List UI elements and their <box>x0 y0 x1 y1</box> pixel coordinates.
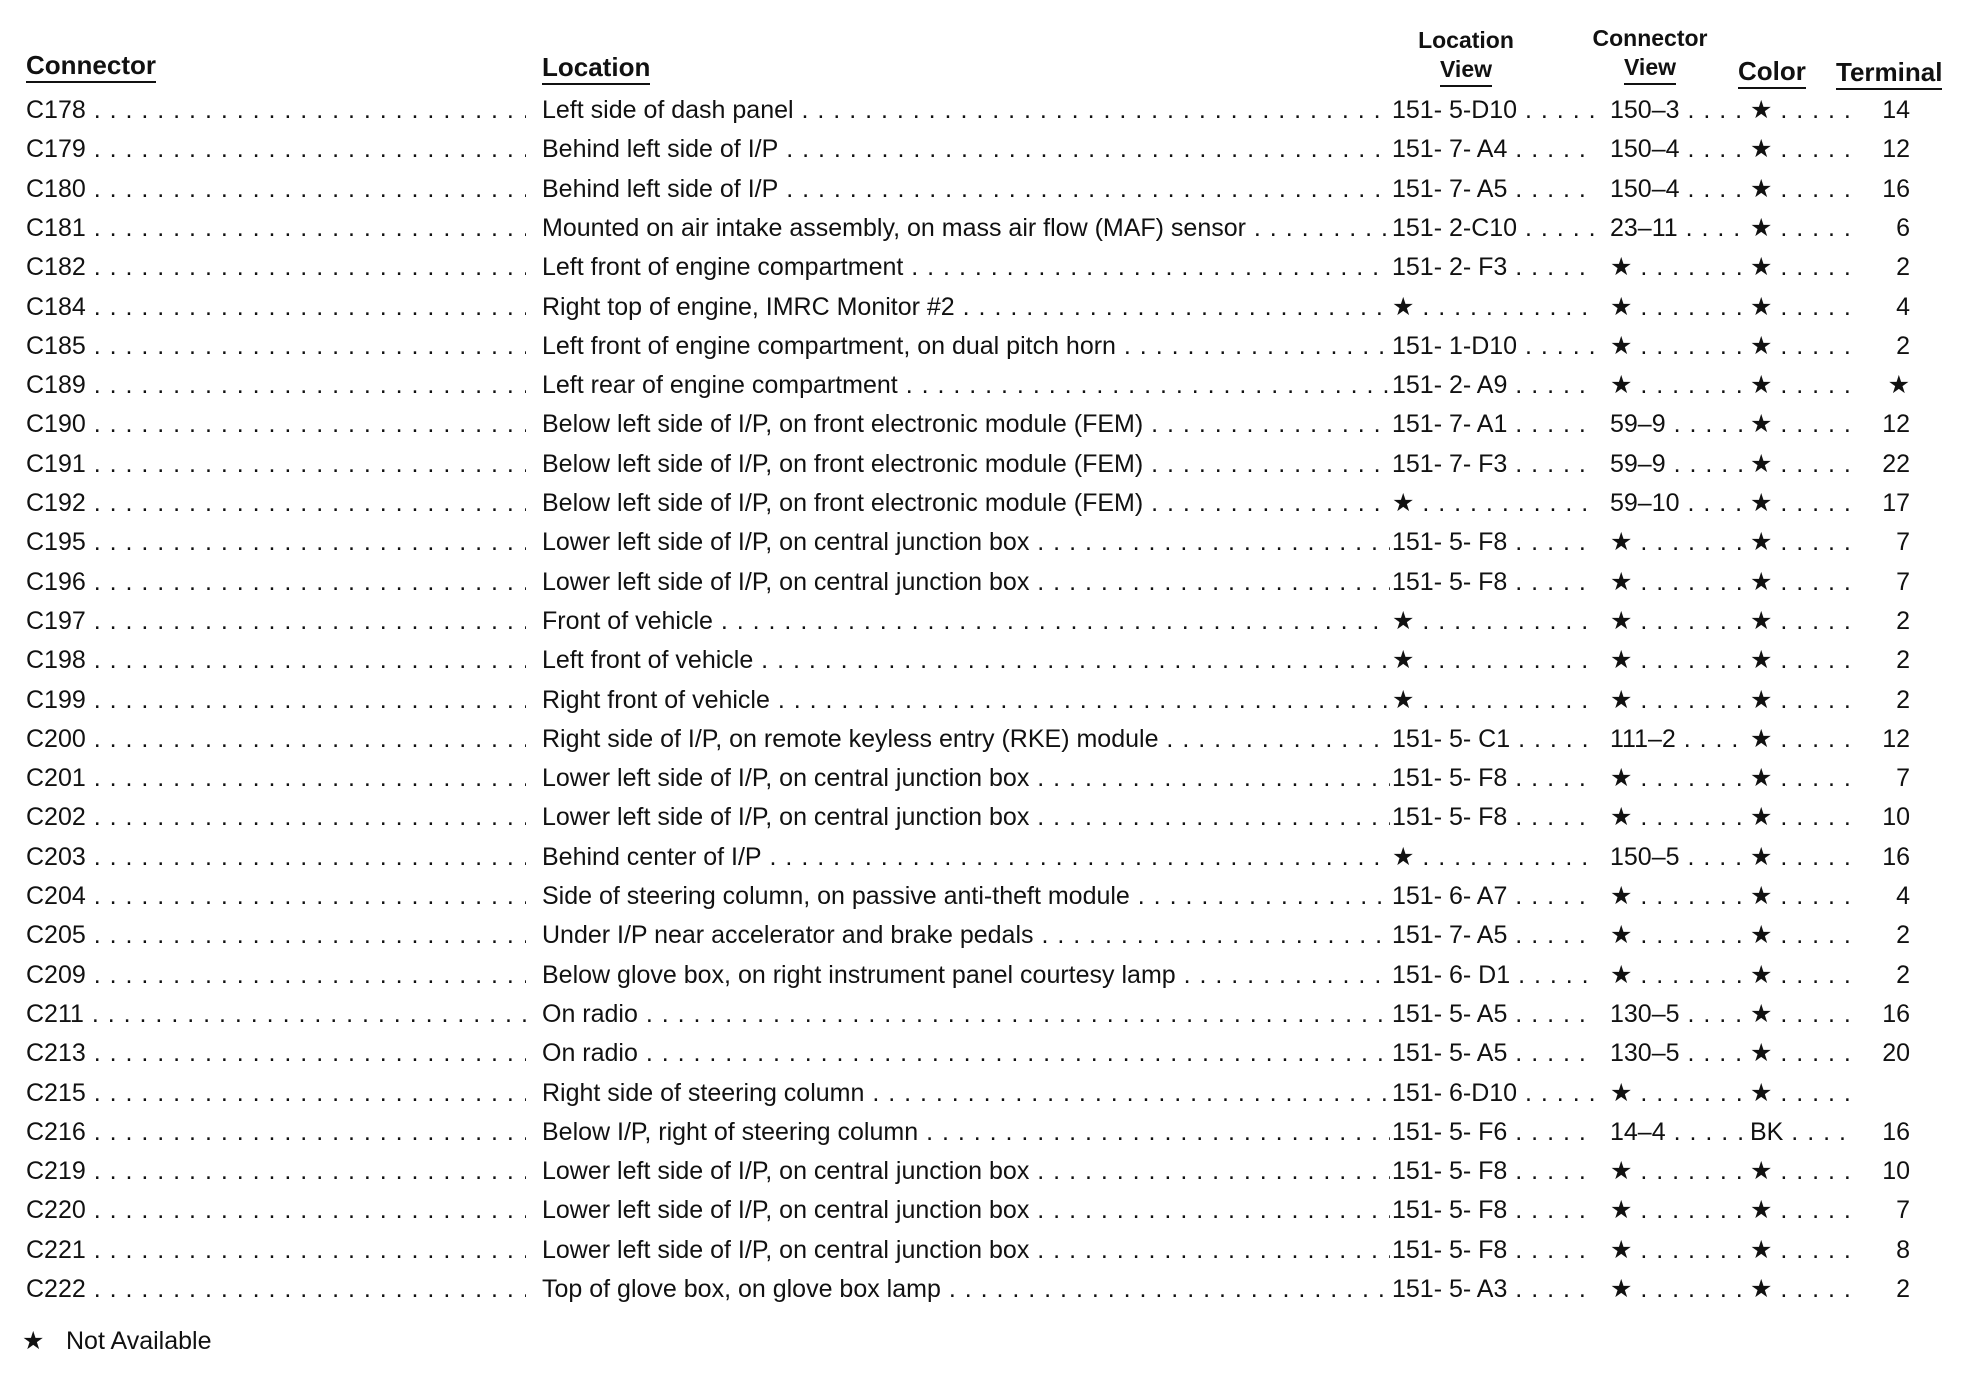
header-connector-view-line2: View <box>1624 53 1676 85</box>
terminal-cell: 2 <box>1896 331 1910 360</box>
color-cell: ★ . . . <box>1750 685 1850 715</box>
color-cell: ★ . . . <box>1750 409 1850 439</box>
terminal-cell: 2 <box>1896 960 1910 989</box>
connector-cell: C221 . . . <box>26 1235 526 1265</box>
terminal-cell: 17 <box>1882 489 1910 517</box>
color-cell: ★ . . . <box>1750 488 1850 518</box>
connector-view-cell: ★ . . . <box>1610 685 1744 715</box>
connector-cell: C202 . . . <box>26 802 526 832</box>
table-row <box>0 763 1964 802</box>
location-cell: Right side of I/P, on remote keyless entry (RKE) module . . . <box>542 724 1390 754</box>
color-cell: ★ . . . <box>1750 960 1850 990</box>
color-cell: ★ . . . <box>1750 1156 1850 1186</box>
footnote <box>22 1326 211 1356</box>
connector-cell: C201 . . . <box>26 763 526 793</box>
color-cell: ★ . . . <box>1750 567 1850 597</box>
color-cell: ★ . . . <box>1750 724 1850 754</box>
location-view-cell: 151- 5- C1 . . . <box>1392 724 1596 754</box>
location-cell: Lower left side of I/P, on central junction box . . . <box>542 802 1390 832</box>
color-cell: ★ . . . <box>1750 527 1850 557</box>
table-row <box>0 1274 1964 1313</box>
connector-view-cell: ★ . . . <box>1610 370 1744 400</box>
terminal-cell: 2 <box>1896 685 1910 714</box>
table-row <box>0 1195 1964 1234</box>
connector-view-cell: 14–4 . . . <box>1610 1117 1744 1147</box>
location-view-cell: 151- 2- A9 . . . <box>1392 370 1596 400</box>
location-view-cell: 151- 5- F8 . . . <box>1392 1235 1596 1265</box>
color-cell: ★ . . . <box>1750 1038 1850 1068</box>
color-cell: ★ . . . <box>1750 920 1850 950</box>
location-cell: Below left side of I/P, on front electronic module (FEM) . . . <box>542 409 1390 439</box>
location-cell: Front of vehicle . . . <box>542 606 1390 636</box>
location-cell: On radio . . . <box>542 1038 1390 1068</box>
connector-view-cell: 130–5 . . . <box>1610 1038 1744 1068</box>
connector-cell: C220 . . . <box>26 1195 526 1225</box>
color-cell: ★ . . . <box>1750 134 1850 164</box>
connector-view-cell: ★ . . . <box>1610 1235 1744 1265</box>
connector-view-cell: 150–4 . . . <box>1610 174 1744 204</box>
table-row <box>0 409 1964 448</box>
terminal-cell: 12 <box>1882 724 1910 753</box>
location-cell: Right side of steering column . . . <box>542 1078 1390 1108</box>
table-row <box>0 685 1964 724</box>
table-row <box>0 370 1964 409</box>
location-cell: Left front of engine compartment, on dual pitch horn . . . <box>542 331 1390 361</box>
table-row <box>0 174 1964 213</box>
connector-cell: C219 . . . <box>26 1156 526 1186</box>
color-cell: ★ . . . <box>1750 606 1850 636</box>
location-view-cell: 151- 5- F8 . . . <box>1392 763 1596 793</box>
terminal-cell: ★ <box>1887 371 1910 400</box>
table-row <box>0 881 1964 920</box>
connector-view-cell: ★ . . . <box>1610 881 1744 911</box>
connector-view-cell: 150–4 . . . <box>1610 134 1744 164</box>
connector-view-cell: 23–11 . . . <box>1610 213 1744 243</box>
location-view-cell: 151- 5-D10 . . . <box>1392 95 1596 125</box>
location-cell: Lower left side of I/P, on central junction box . . . <box>542 1156 1390 1186</box>
color-cell: ★ . . . <box>1750 1235 1850 1265</box>
location-view-cell: 151- 5- F8 . . . <box>1392 1195 1596 1225</box>
connector-cell: C179 . . . <box>26 134 526 164</box>
connector-cell: C203 . . . <box>26 842 526 872</box>
location-view-cell: 151- 5- A5 . . . <box>1392 999 1596 1029</box>
terminal-cell: 12 <box>1882 135 1910 164</box>
table-row <box>0 606 1964 645</box>
location-cell: Behind center of I/P . . . <box>542 842 1390 872</box>
table-row <box>0 331 1964 370</box>
color-cell: ★ . . . <box>1750 802 1850 832</box>
table-row <box>0 1156 1964 1195</box>
table-row <box>0 1235 1964 1274</box>
location-view-cell: ★ . . . <box>1392 842 1596 872</box>
connector-view-cell: 111–2 . . . <box>1610 724 1744 754</box>
location-cell: Left front of vehicle . . . <box>542 645 1390 675</box>
location-view-cell: 151- 7- F3 . . . <box>1392 449 1596 479</box>
connector-cell: C196 . . . <box>26 567 526 597</box>
color-cell: ★ . . . <box>1750 1274 1850 1304</box>
color-cell: ★ . . . <box>1750 174 1850 204</box>
location-cell: Below glove box, on right instrument panel courtesy lamp . . . <box>542 960 1390 990</box>
connector-view-cell: ★ . . . <box>1610 1195 1744 1225</box>
location-view-cell: 151- 5- F8 . . . <box>1392 802 1596 832</box>
location-cell: Right front of vehicle . . . <box>542 685 1390 715</box>
color-cell: BK . . . <box>1750 1117 1850 1147</box>
table-row <box>0 252 1964 291</box>
terminal-cell: 4 <box>1896 882 1910 910</box>
connector-cell: C213 . . . <box>26 1038 526 1068</box>
header-location: Location <box>542 52 650 85</box>
terminal-cell: 20 <box>1882 1039 1910 1068</box>
color-cell: ★ . . . <box>1750 449 1850 479</box>
color-cell: ★ . . . <box>1750 95 1850 125</box>
location-view-cell: ★ . . . <box>1392 292 1596 322</box>
connector-view-cell: ★ . . . <box>1610 567 1744 597</box>
connector-view-cell: ★ . . . <box>1610 645 1744 675</box>
location-view-cell: 151- 6- D1 . . . <box>1392 960 1596 990</box>
location-view-cell: 151- 2-C10 . . . <box>1392 213 1596 243</box>
location-cell: Behind left side of I/P . . . <box>542 134 1390 164</box>
table-row <box>0 449 1964 488</box>
connector-cell: C205 . . . <box>26 920 526 950</box>
table-row <box>0 567 1964 606</box>
connector-view-cell: ★ . . . <box>1610 920 1744 950</box>
terminal-cell: 14 <box>1882 96 1910 124</box>
connector-cell: C211 . . . <box>26 999 526 1029</box>
terminal-cell: 16 <box>1882 842 1910 871</box>
color-cell: ★ . . . <box>1750 331 1850 361</box>
connector-view-cell: 150–5 . . . <box>1610 842 1744 872</box>
connector-view-cell: ★ . . . <box>1610 527 1744 557</box>
location-view-cell: 151- 5- A5 . . . <box>1392 1038 1596 1068</box>
connector-cell: C222 . . . <box>26 1274 526 1304</box>
connector-cell: C185 . . . <box>26 331 526 361</box>
location-view-cell: 151- 5- F8 . . . <box>1392 1156 1596 1186</box>
connector-view-cell: ★ . . . <box>1610 1274 1744 1304</box>
connector-cell: C216 . . . <box>26 1117 526 1147</box>
location-view-cell: 151- 7- A4 . . . <box>1392 134 1596 164</box>
location-cell: Lower left side of I/P, on central junction box . . . <box>542 567 1390 597</box>
table-row <box>0 645 1964 684</box>
connector-cell: C209 . . . <box>26 960 526 990</box>
terminal-cell: 2 <box>1896 1275 1910 1303</box>
terminal-cell: 22 <box>1882 449 1910 478</box>
location-cell: Below left side of I/P, on front electronic module (FEM) . . . <box>542 449 1390 479</box>
color-cell: ★ . . . <box>1750 370 1850 400</box>
terminal-cell: 10 <box>1882 803 1910 832</box>
location-cell: On radio . . . <box>542 999 1390 1029</box>
location-cell: Right top of engine, IMRC Monitor #2 . . . <box>542 292 1390 322</box>
table-row <box>0 802 1964 841</box>
header-color: Color <box>1738 56 1806 89</box>
header-connector-view <box>1586 24 1714 85</box>
connector-view-cell: ★ . . . <box>1610 252 1744 282</box>
location-cell: Under I/P near accelerator and brake pedals . . . <box>542 920 1390 950</box>
location-cell: Side of steering column, on passive anti-theft module . . . <box>542 881 1390 911</box>
location-cell: Top of glove box, on glove box lamp . . . <box>542 1274 1390 1304</box>
location-view-cell: ★ . . . <box>1392 488 1596 518</box>
terminal-cell: 2 <box>1896 606 1910 635</box>
location-view-cell: 151- 5- F8 . . . <box>1392 527 1596 557</box>
table-row <box>0 134 1964 173</box>
location-cell: Lower left side of I/P, on central junction box . . . <box>542 527 1390 557</box>
terminal-cell: 7 <box>1896 764 1910 793</box>
terminal-cell: 8 <box>1896 1235 1910 1264</box>
footnote-text: Not Available <box>66 1327 212 1355</box>
color-cell: ★ . . . <box>1750 213 1850 243</box>
terminal-cell: 7 <box>1896 528 1910 557</box>
connector-cell: C182 . . . <box>26 252 526 282</box>
footnote-star-icon: ★ <box>22 1327 45 1355</box>
connector-cell: C184 . . . <box>26 292 526 322</box>
location-view-cell: 151- 5- F8 . . . <box>1392 567 1596 597</box>
location-cell: Lower left side of I/P, on central junction box . . . <box>542 1235 1390 1265</box>
location-cell: Lower left side of I/P, on central junction box . . . <box>542 1195 1390 1225</box>
color-cell: ★ . . . <box>1750 292 1850 322</box>
terminal-cell: 2 <box>1896 253 1910 282</box>
connector-cell: C191 . . . <box>26 449 526 479</box>
connector-view-cell: ★ . . . <box>1610 960 1744 990</box>
terminal-cell: 12 <box>1882 410 1910 439</box>
terminal-cell: 7 <box>1896 1196 1910 1225</box>
connector-cell: C200 . . . <box>26 724 526 754</box>
table-row <box>0 1117 1964 1156</box>
connector-view-cell: ★ . . . <box>1610 1156 1744 1186</box>
connector-view-cell: 59–9 . . . <box>1610 449 1744 479</box>
color-cell: ★ . . . <box>1750 763 1850 793</box>
connector-cell: C195 . . . <box>26 527 526 557</box>
terminal-cell: 6 <box>1896 213 1910 242</box>
table-row <box>0 1078 1964 1117</box>
table-row <box>0 842 1964 881</box>
color-cell: ★ . . . <box>1750 645 1850 675</box>
color-cell: ★ . . . <box>1750 842 1850 872</box>
location-cell: Lower left side of I/P, on central junction box . . . <box>542 763 1390 793</box>
table-row <box>0 213 1964 252</box>
header-connector-view-line1: Connector <box>1592 25 1708 51</box>
location-view-cell: 151- 7- A1 . . . <box>1392 409 1596 439</box>
terminal-cell: 10 <box>1882 1157 1910 1186</box>
table-row <box>0 999 1964 1038</box>
table-row <box>0 95 1964 134</box>
table-row <box>0 724 1964 763</box>
terminal-cell: 2 <box>1896 921 1910 950</box>
terminal-cell: 16 <box>1882 174 1910 203</box>
connector-view-cell: 59–9 . . . <box>1610 409 1744 439</box>
connector-cell: C192 . . . <box>26 488 526 518</box>
color-cell: ★ . . . <box>1750 881 1850 911</box>
table-row <box>0 960 1964 999</box>
color-cell: ★ . . . <box>1750 252 1850 282</box>
location-view-cell: 151- 7- A5 . . . <box>1392 920 1596 950</box>
connector-cell: C190 . . . <box>26 409 526 439</box>
header-location-view <box>1410 26 1522 87</box>
connector-view-cell: ★ . . . <box>1610 1078 1744 1108</box>
connector-view-cell: ★ . . . <box>1610 331 1744 361</box>
location-view-cell: 151- 2- F3 . . . <box>1392 252 1596 282</box>
location-view-cell: 151- 6- A7 . . . <box>1392 881 1596 911</box>
terminal-cell: 2 <box>1896 646 1910 675</box>
connector-view-cell: 150–3 . . . <box>1610 95 1744 125</box>
table-row <box>0 1038 1964 1077</box>
location-view-cell: ★ . . . <box>1392 685 1596 715</box>
connector-cell: C199 . . . <box>26 685 526 715</box>
connector-cell: C189 . . . <box>26 370 526 400</box>
location-cell: Mounted on air intake assembly, on mass air flow (MAF) sensor . . . <box>542 213 1390 243</box>
connector-cell: C198 . . . <box>26 645 526 675</box>
table-row <box>0 292 1964 331</box>
header-location-view-line2: View <box>1440 55 1492 87</box>
connector-view-cell: 130–5 . . . <box>1610 999 1744 1029</box>
header-location-view-line1: Location <box>1418 27 1514 53</box>
header-terminal: Terminal <box>1836 57 1942 90</box>
terminal-cell: 4 <box>1896 292 1910 321</box>
connector-cell: C215 . . . <box>26 1078 526 1108</box>
location-cell: Below left side of I/P, on front electronic module (FEM) . . . <box>542 488 1390 518</box>
location-view-cell: 151- 5- A3 . . . <box>1392 1274 1596 1304</box>
connector-view-cell: ★ . . . <box>1610 292 1744 322</box>
location-view-cell: 151- 5- F6 . . . <box>1392 1117 1596 1147</box>
color-cell: ★ . . . <box>1750 999 1850 1029</box>
color-cell: ★ . . . <box>1750 1078 1850 1108</box>
location-view-cell: ★ . . . <box>1392 606 1596 636</box>
connector-view-cell: ★ . . . <box>1610 606 1744 636</box>
terminal-cell: 7 <box>1896 567 1910 596</box>
table-row <box>0 488 1964 527</box>
connector-cell: C204 . . . <box>26 881 526 911</box>
connector-cell: C181 . . . <box>26 213 526 243</box>
location-cell: Left front of engine compartment . . . <box>542 252 1390 282</box>
connector-view-cell: 59–10 . . . <box>1610 488 1744 518</box>
connector-view-cell: ★ . . . <box>1610 802 1744 832</box>
terminal-cell: 16 <box>1882 999 1910 1028</box>
table-row <box>0 920 1964 959</box>
connector-view-cell: ★ . . . <box>1610 763 1744 793</box>
location-cell: Below I/P, right of steering column . . . <box>542 1117 1390 1147</box>
location-view-cell: 151- 1-D10 . . . <box>1392 331 1596 361</box>
location-cell: Left rear of engine compartment . . . <box>542 370 1390 400</box>
connector-cell: C178 . . . <box>26 95 526 125</box>
terminal-cell: 16 <box>1882 1117 1910 1146</box>
location-cell: Left side of dash panel . . . <box>542 95 1390 125</box>
header-connector: Connector <box>26 50 156 83</box>
color-cell: ★ . . . <box>1750 1195 1850 1225</box>
location-cell: Behind left side of I/P . . . <box>542 174 1390 204</box>
location-view-cell: 151- 6-D10 . . . <box>1392 1078 1596 1108</box>
connector-cell: C180 . . . <box>26 174 526 204</box>
table-row <box>0 527 1964 566</box>
connector-cell: C197 . . . <box>26 606 526 636</box>
location-view-cell: ★ . . . <box>1392 645 1596 675</box>
location-view-cell: 151- 7- A5 . . . <box>1392 174 1596 204</box>
